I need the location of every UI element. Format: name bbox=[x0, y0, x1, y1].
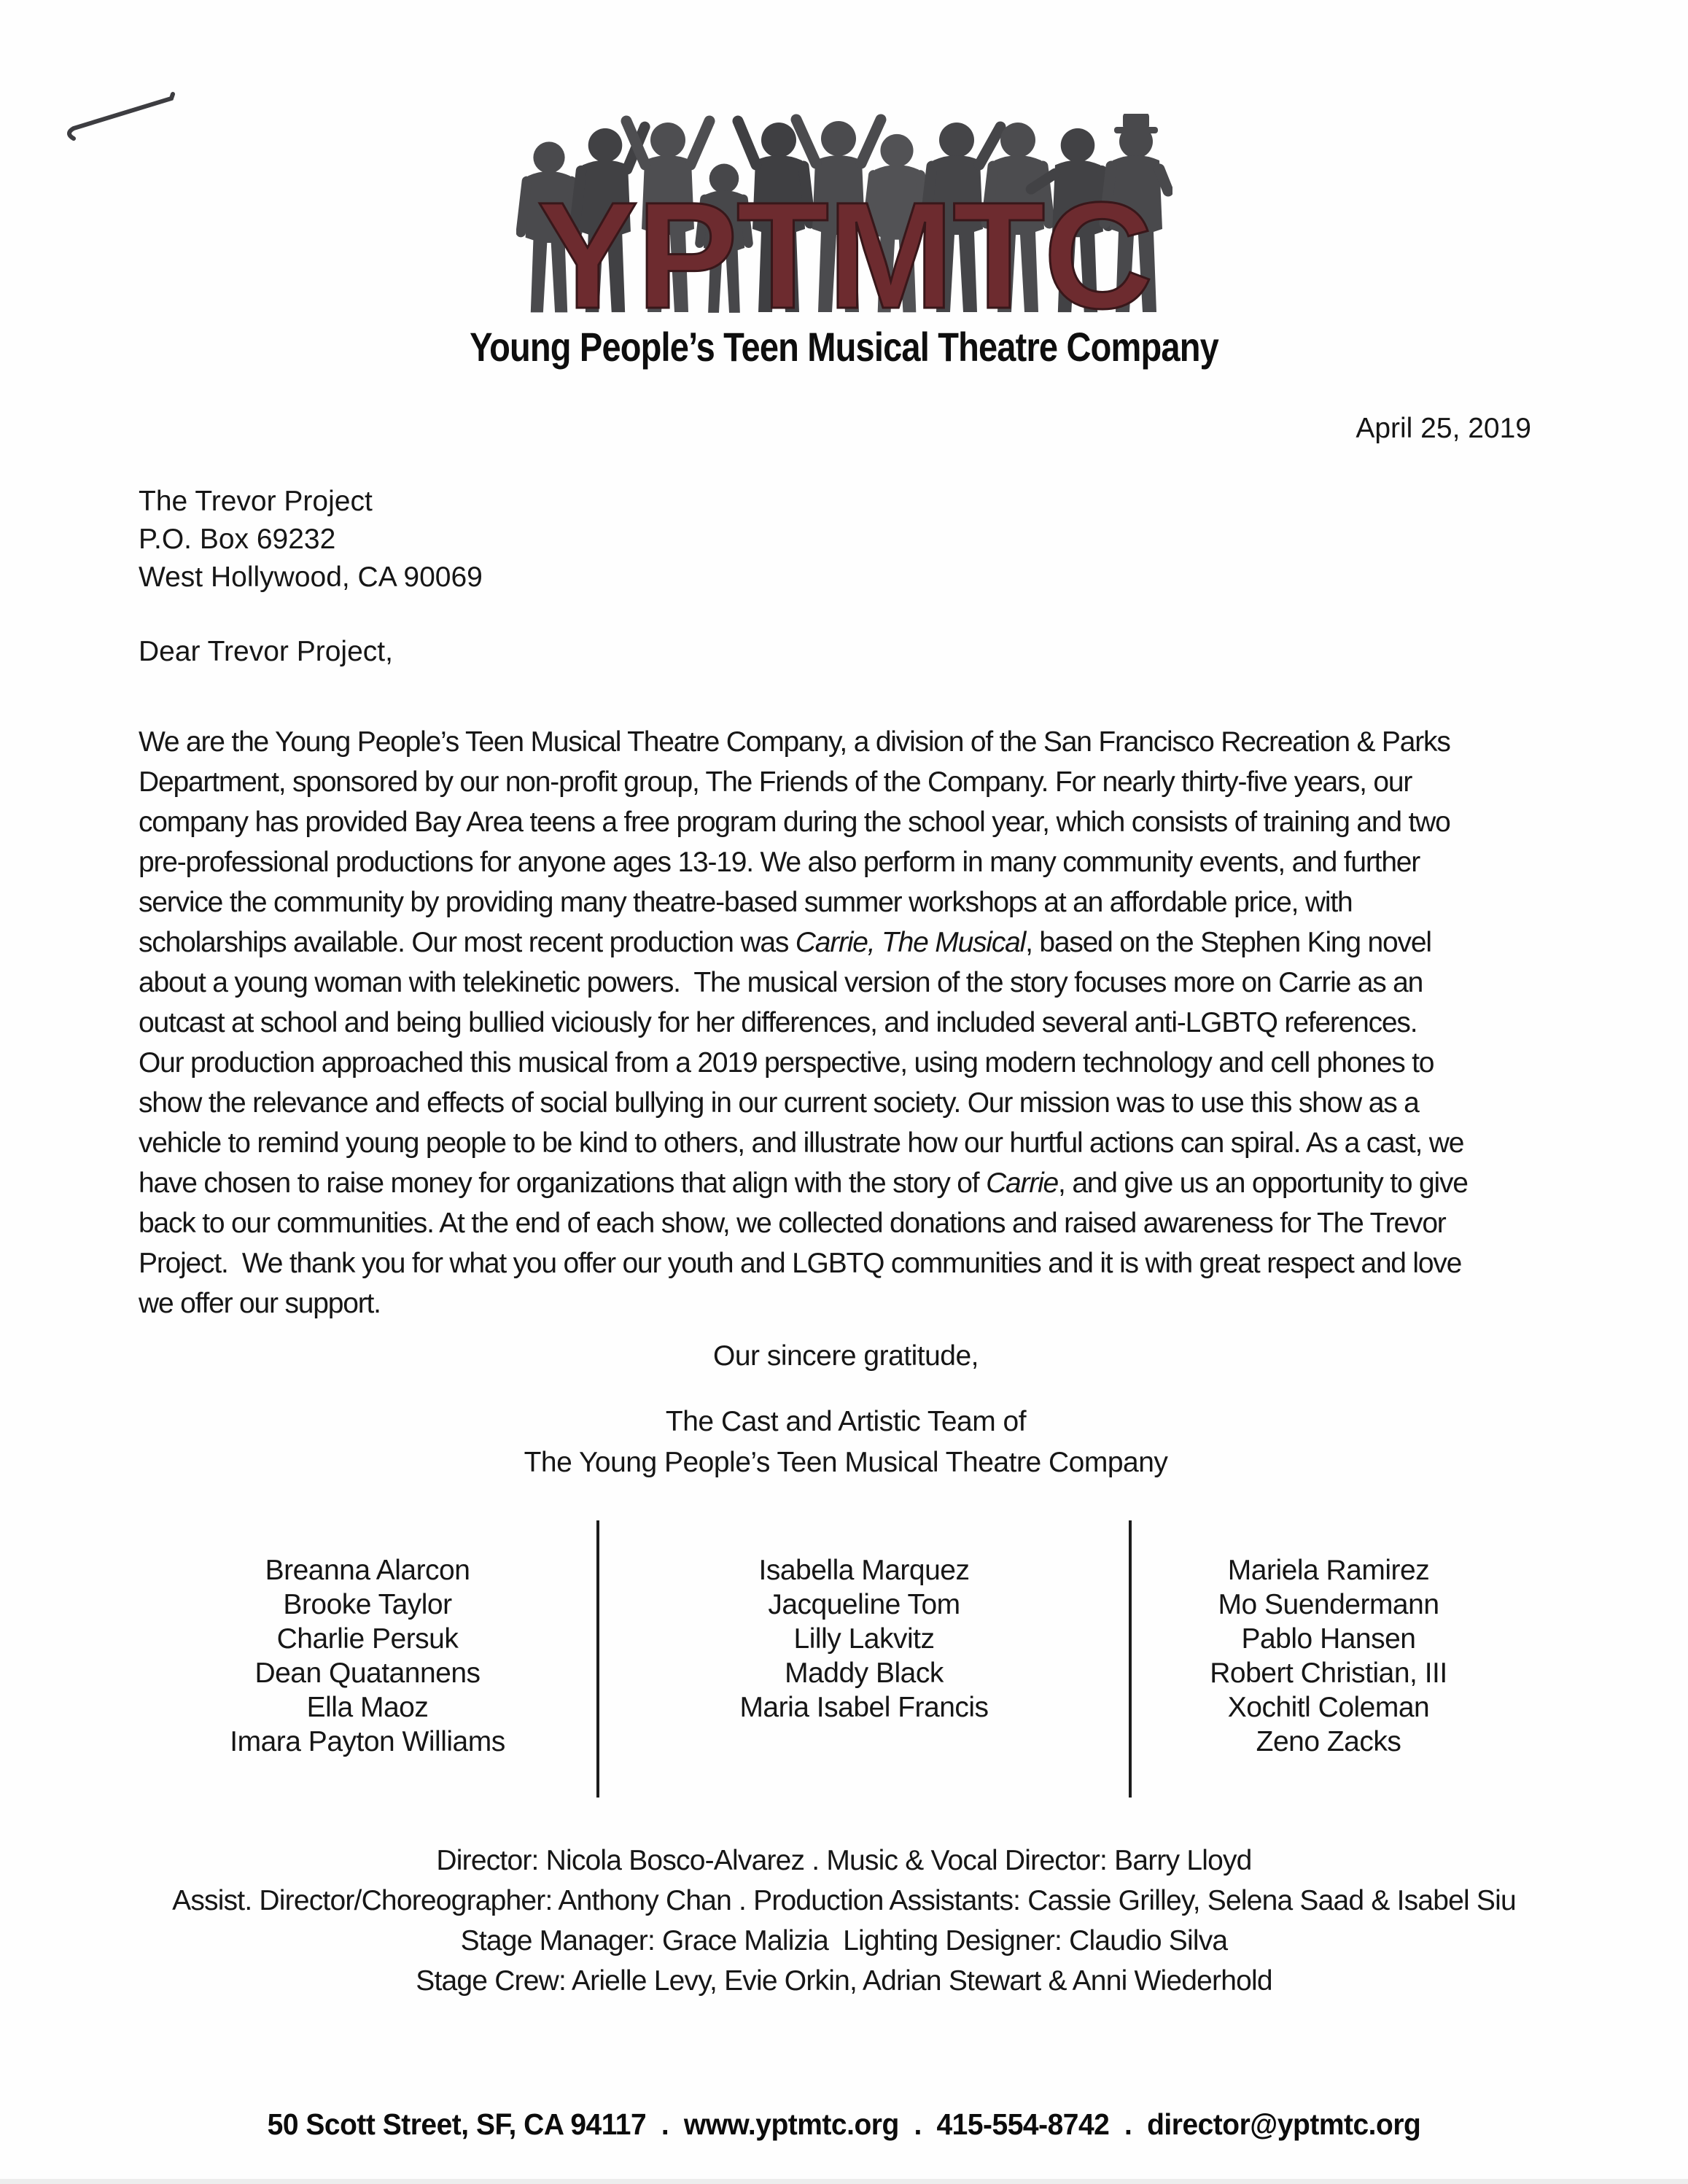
cast-member-name: Maddy Black bbox=[785, 1658, 944, 1689]
body-line bbox=[139, 963, 1468, 1003]
cast-member-name: Pablo Hansen bbox=[1241, 1623, 1416, 1655]
body-segment-italic: Carrie, The Musical bbox=[795, 927, 1026, 958]
body-segment: company has provided Bay Area teens a free program during the school year, which consists of training and two bbox=[139, 807, 1450, 838]
recipient-line: P.O. Box 69232 bbox=[139, 524, 336, 555]
body-line bbox=[139, 1283, 1468, 1324]
cast-member-name: Mariela Ramirez bbox=[1227, 1555, 1430, 1586]
body-segment: , based on the Stephen King novel bbox=[1025, 927, 1431, 958]
footer-contact-line: 50 Scott Street, SF, CA 94117 . www.yptmtc.org . 415-554-8742 . director@yptmtc.org bbox=[267, 2107, 1421, 2141]
logo-acronym-text: YPTMTC bbox=[536, 171, 1152, 318]
body-segment: we offer our support. bbox=[139, 1288, 381, 1319]
body-line bbox=[139, 1243, 1468, 1283]
body-paragraph bbox=[139, 722, 1468, 1324]
body-line bbox=[139, 1123, 1468, 1163]
body-segment: We are the Young People’s Teen Musical Theatre Company, a division of the San Francisco Recreation & Parks bbox=[139, 726, 1450, 758]
body-line bbox=[139, 1043, 1468, 1083]
cast-column-2 bbox=[599, 1553, 1129, 1725]
cast-member-name: Robert Christian, III bbox=[1210, 1658, 1447, 1689]
cast-member-name: Jacqueline Tom bbox=[768, 1589, 960, 1620]
signoff-block bbox=[139, 1402, 1553, 1483]
body-line bbox=[139, 722, 1468, 762]
cast-member-name: Ella Maoz bbox=[306, 1692, 429, 1723]
body-segment: have chosen to raise money for organizations that align with the story of bbox=[139, 1167, 987, 1199]
recipient-address bbox=[139, 483, 483, 596]
closing-gratitude: Our sincere gratitude, bbox=[712, 1340, 979, 1372]
body-line bbox=[139, 762, 1468, 802]
body-segment: show the relevance and effects of social bullying in our current society. Our mission was to use this show as a bbox=[139, 1087, 1419, 1119]
body-segment: outcast at school and being bullied viciously for her differences, and included several anti-LGBTQ references. bbox=[139, 1007, 1417, 1038]
body-segment: about a young woman with telekinetic powers. The musical version of the story focuses more on Carrie as an bbox=[139, 967, 1423, 998]
body-segment: back to our communities. At the end of each show, we collected donations and raised awareness for The Trevor bbox=[139, 1208, 1446, 1239]
body-segment: scholarships available. Our most recent production was bbox=[139, 927, 796, 958]
body-segment: , and give us an opportunity to give bbox=[1058, 1167, 1468, 1199]
cast-member-name: Charlie Persuk bbox=[276, 1623, 459, 1655]
letter-date: April 25, 2019 bbox=[1356, 413, 1531, 444]
body-line bbox=[139, 802, 1468, 842]
credit-line: Stage Crew: Arielle Levy, Evie Orkin, Adrian Stewart & Anni Wiederhold bbox=[416, 1965, 1272, 1997]
body-line bbox=[139, 882, 1468, 922]
body-segment-italic: Carrie bbox=[986, 1167, 1059, 1199]
body-line bbox=[139, 1003, 1468, 1043]
logo-tagline: Young People’s Teen Musical Theatre Company bbox=[470, 324, 1218, 370]
body-segment: Department, sponsored by our non-profit group, The Friends of the Company. For nearly thirty-five years, our bbox=[139, 766, 1412, 798]
scanner-edge-artifact bbox=[0, 2179, 1688, 2184]
body-line bbox=[139, 842, 1468, 882]
yptmtc-logo-icon bbox=[516, 114, 1172, 318]
recipient-line: The Trevor Project bbox=[139, 486, 373, 517]
body-line bbox=[139, 922, 1468, 963]
letterhead-logo bbox=[0, 114, 1688, 370]
body-line bbox=[139, 1163, 1468, 1203]
signoff-line: The Cast and Artistic Team of bbox=[665, 1406, 1027, 1437]
cast-member-name: Xochitl Coleman bbox=[1227, 1692, 1430, 1723]
cast-member-name: Breanna Alarcon bbox=[265, 1555, 470, 1586]
recipient-line: West Hollywood, CA 90069 bbox=[139, 561, 483, 593]
credit-line: Assist. Director/Choreographer: Anthony Chan . Production Assistants: Cassie Grilley, Selena Saad & Isabel Siu bbox=[172, 1885, 1516, 1916]
credits-block bbox=[69, 1841, 1619, 2001]
body-segment: Our production approached this musical from a 2019 perspective, using modern technology and cell phones to bbox=[139, 1047, 1434, 1079]
cast-member-name: Maria Isabel Francis bbox=[739, 1692, 989, 1723]
cast-column-3 bbox=[1123, 1553, 1534, 1759]
body-segment: vehicle to remind young people to be kind to others, and illustrate how our hurtful actions can spiral. As a cast, we bbox=[139, 1127, 1464, 1159]
signoff-line: The Young People’s Teen Musical Theatre Company bbox=[524, 1447, 1168, 1478]
body-line bbox=[139, 1083, 1468, 1123]
credit-line: Director: Nicola Bosco-Alvarez . Music & Vocal Director: Barry Lloyd bbox=[436, 1845, 1252, 1876]
cast-member-name: Isabella Marquez bbox=[758, 1555, 970, 1586]
cast-member-name: Imara Payton Williams bbox=[230, 1726, 505, 1757]
cast-member-name: Lilly Lakvitz bbox=[793, 1623, 935, 1655]
cast-member-name: Brooke Taylor bbox=[283, 1589, 452, 1620]
body-segment: service the community by providing many theatre-based summer workshops at an affordable price, with bbox=[139, 887, 1353, 918]
body-line bbox=[139, 1203, 1468, 1243]
body-segment: pre-professional productions for anyone ages 13-19. We also perform in many community events, and further bbox=[139, 847, 1420, 878]
cast-member-name: Dean Quatannens bbox=[254, 1658, 481, 1689]
body-segment: Project. We thank you for what you offer our youth and LGBTQ communities and it is with great respect and love bbox=[139, 1248, 1462, 1279]
credit-line: Stage Manager: Grace Malizia Lighting Designer: Claudio Silva bbox=[460, 1925, 1228, 1956]
cast-member-name: Zeno Zacks bbox=[1256, 1726, 1401, 1757]
cast-member-name: Mo Suendermann bbox=[1218, 1589, 1439, 1620]
salutation: Dear Trevor Project, bbox=[139, 636, 393, 667]
cast-column-1 bbox=[139, 1553, 596, 1759]
